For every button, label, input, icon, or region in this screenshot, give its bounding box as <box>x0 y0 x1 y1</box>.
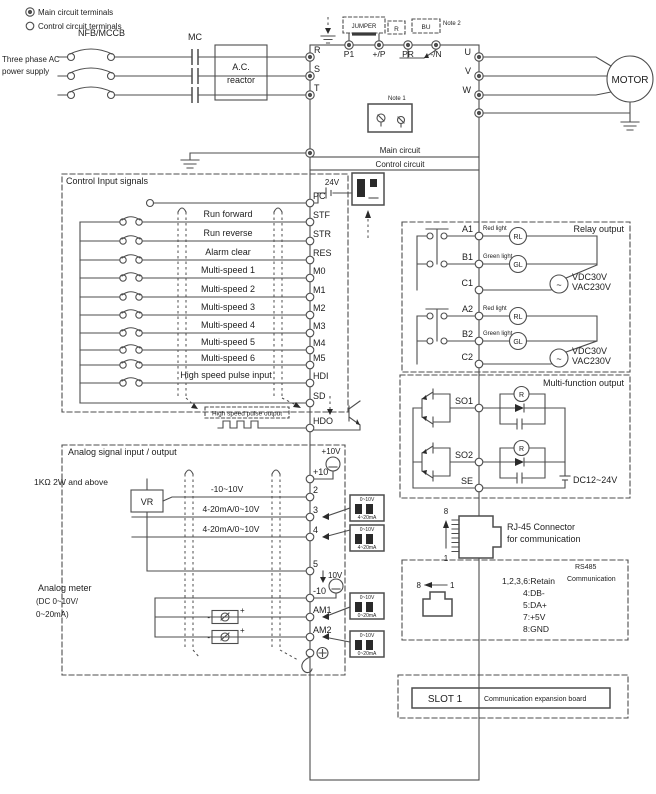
terminal-am2-label: AM2 <box>313 625 332 635</box>
relay-output-section <box>402 222 630 372</box>
row-label-hdi: High speed pulse input <box>180 370 272 380</box>
green-light-label-2: Green light <box>483 331 513 337</box>
supply-breaker-phase3 <box>68 87 115 99</box>
relay-volt1-1: VDC30V <box>572 272 608 282</box>
relay-title: Relay output <box>573 224 624 234</box>
ac-reactor-box <box>215 45 267 100</box>
rl-lamp-1-label: RL <box>513 234 523 241</box>
rs485-pin-map-1: 4:DB- <box>523 588 545 598</box>
terminal-pr-label: PR <box>402 49 414 59</box>
rs485-pin-map-2: 5:DA+ <box>523 600 547 610</box>
meter-sub2: 0~20mA) <box>36 610 69 619</box>
gl-lamp-2-label: GL <box>513 339 523 346</box>
slot-name: SLOT 1 <box>427 694 463 705</box>
relay-group-2 <box>417 304 611 368</box>
rs485-title-2: Communication <box>567 576 616 583</box>
terminal-so1 <box>475 404 483 412</box>
legend-main-label: Main circuit terminals <box>38 8 114 17</box>
range3-label: 4-20mA/0~10V <box>202 504 260 514</box>
input-row-str <box>80 228 332 245</box>
rs485-pin-map-4: 8:GND <box>523 624 549 634</box>
terminal-c1-label: C1 <box>461 278 473 288</box>
am2-minus: - <box>207 633 210 642</box>
brake-unit-label: BU <box>421 24 431 31</box>
main-circuit-section <box>181 17 653 170</box>
row-label-stf: Run forward <box>203 209 253 219</box>
red-light-label-2: Red light <box>483 306 507 312</box>
terminal-minus-n-label: -/N <box>430 49 442 59</box>
control-inputs-title: Control Input signals <box>66 176 149 186</box>
rl-lamp-2-label: RL <box>513 314 523 321</box>
terminal-str-label: STR <box>313 229 331 239</box>
terminal-analog-ground <box>306 649 314 657</box>
input-row-m4 <box>80 337 326 354</box>
main-ground-symbol <box>181 160 199 168</box>
terminal-3-label: 3 <box>313 505 319 515</box>
input-row-res <box>80 247 332 264</box>
row-label-m2: Multi-speed 3 <box>200 302 256 312</box>
am2-jumper-top: 0~10V <box>359 633 375 639</box>
terminal-s <box>306 72 314 80</box>
terminal-main-ground-right <box>475 109 483 117</box>
multifunction-title: Multi-function output <box>542 378 624 388</box>
terminal-plus-p-label: +/P <box>372 49 386 59</box>
range2-label: -10~10V <box>210 484 244 494</box>
rs485-title-1: RS485 <box>575 564 597 571</box>
note1-label: Note 1 <box>388 96 406 102</box>
relay-source-1-symbol: ~ <box>556 280 562 290</box>
am2-plus: + <box>240 626 245 635</box>
terminal-hdo-label: HDO <box>313 416 333 426</box>
vr-label: VR <box>140 497 154 507</box>
terminal-m1-label: M1 <box>313 285 326 295</box>
in3-jumper-bot: 4~20mA <box>357 515 377 521</box>
terminal-u <box>475 53 483 61</box>
nfb-label: NFB/MCCB <box>78 28 125 38</box>
rs485-pin-map-0: 1,2,3,6:Retain <box>502 576 555 586</box>
terminal-5-label: 5 <box>313 559 319 569</box>
so1-internal-circuit <box>413 389 475 427</box>
supply-breaker-phase2 <box>68 68 115 80</box>
am1-jumper-bot: 0~20mA <box>357 613 377 619</box>
terminal-t-label: T <box>314 83 320 93</box>
control-circuit-section <box>310 160 479 780</box>
terminal-minus10-label: -10 <box>313 586 327 596</box>
so1-relay-coil-label: R <box>518 392 525 399</box>
control-inputs-section <box>62 173 384 432</box>
analog-meter-am1 <box>207 606 245 624</box>
in4-jumper-top: 0~10V <box>359 527 375 533</box>
rs485-jack-icon <box>423 592 452 616</box>
terminal-b2-label: B2 <box>461 329 473 339</box>
supply-section <box>2 28 306 103</box>
terminal-p1 <box>345 41 353 49</box>
so2-relay-coil-label: R <box>518 446 525 453</box>
terminal-a2-label: A2 <box>461 304 473 314</box>
terminal-w <box>475 91 483 99</box>
terminal-am1-label: AM1 <box>313 605 332 615</box>
multifunction-section <box>400 375 630 498</box>
rs485-section <box>402 560 628 640</box>
terminal-m0-label: M0 <box>313 266 326 276</box>
so2-snubber-loop <box>483 441 565 484</box>
input-row-m2 <box>80 302 326 319</box>
input-row-m1 <box>80 284 326 301</box>
row-label-res: Alarm clear <box>205 247 251 257</box>
gl-lamp-1-label: GL <box>513 262 523 269</box>
mc-contacts <box>192 49 198 103</box>
input-row-stf <box>80 209 331 226</box>
dc-supply-label: DC12~24V <box>573 475 618 485</box>
in3-jumper-top: 0~10V <box>359 497 375 503</box>
terminal-c1 <box>475 286 483 294</box>
input-row-m5 <box>80 353 326 369</box>
terminal-m3-label: M3 <box>313 321 326 331</box>
input3-jumper-block <box>322 495 384 521</box>
rs485-pin8-label: 8 <box>416 581 421 590</box>
input4-jumper-block <box>322 525 384 551</box>
terminal-plus-p <box>375 41 383 49</box>
terminal-stf-label: STF <box>313 210 330 220</box>
terminal-b2 <box>475 337 483 345</box>
terminal-u-label: U <box>464 47 471 57</box>
row-label-m1: Multi-speed 2 <box>200 284 256 294</box>
terminal-se-label: SE <box>460 476 473 486</box>
supply-label-1: Three phase AC <box>2 55 60 64</box>
am1-minus: - <box>207 613 210 622</box>
terminal-v <box>475 72 483 80</box>
rj45-text-2: for communication <box>507 534 581 544</box>
green-light-label-1: Green light <box>483 254 513 260</box>
supply-24v-label: 24V <box>324 178 340 187</box>
terminal-pr <box>404 41 412 49</box>
note2-label: Note 2 <box>443 21 461 27</box>
rs485-pin-map-3: 7:+5V <box>523 612 546 622</box>
mc-label: MC <box>188 32 202 42</box>
row-label-m0: Multi-speed 1 <box>200 265 256 275</box>
jumper-label: JUMPER <box>351 24 377 30</box>
slot-desc: Communication expansion board <box>484 696 587 703</box>
plus10v-label: +10V <box>321 447 341 456</box>
input-row-hdi <box>80 370 329 387</box>
meter-label: Analog meter <box>38 583 92 593</box>
terminal-a2 <box>475 312 483 320</box>
legend-control-label: Control circuit terminals <box>38 22 122 31</box>
am1-plus: + <box>240 606 245 615</box>
terminal-so2 <box>475 458 483 466</box>
terminal-plus10-label: +10 <box>313 467 329 477</box>
rj45-pin1-label: 1 <box>443 554 449 563</box>
pulse-output-label: High speed pulse output <box>211 410 283 418</box>
rj45-pin8-label: 8 <box>443 507 449 516</box>
terminal-c2-label: C2 <box>461 352 473 362</box>
analog-section <box>34 445 384 675</box>
reactor-label-2: reactor <box>226 75 256 85</box>
src10v-label: 10V <box>328 571 343 580</box>
meter-sub1: (DC 0~10V/ <box>36 597 79 606</box>
pulse-waveform <box>218 421 306 428</box>
control-terminal-icon <box>26 22 34 30</box>
terminal-m2-label: M2 <box>313 303 326 313</box>
terminal-m4-label: M4 <box>313 338 326 348</box>
relay-group-1 <box>417 224 611 294</box>
reactor-label-1: A.C. <box>232 62 250 72</box>
terminal-r-label: R <box>314 45 321 55</box>
relay-source-2-symbol: ~ <box>556 354 562 364</box>
relay-volt1-2: VDC30V <box>572 346 608 356</box>
row-label-m5: Multi-speed 6 <box>200 353 256 363</box>
rj45-jack-icon <box>459 516 501 558</box>
terminal-a1-label: A1 <box>461 224 473 234</box>
terminal-so2-label: SO2 <box>454 450 473 460</box>
terminal-c2 <box>475 360 483 368</box>
motor-label: MOTOR <box>611 75 649 86</box>
control-circuit-label: Control circuit <box>375 160 425 169</box>
terminal-main-ground-left <box>306 149 314 157</box>
relay-volt2-1: VAC230V <box>572 282 611 292</box>
terminal-res-label: RES <box>313 248 332 258</box>
pc-wire-terminal <box>147 200 154 207</box>
range4-label: 4-20mA/0~10V <box>202 524 260 534</box>
terminal-a1 <box>475 232 483 240</box>
row-label-m3: Multi-speed 4 <box>200 320 256 330</box>
terminal-b1 <box>475 260 483 268</box>
terminal-pc-label: PC <box>313 191 326 201</box>
ground-symbol-top <box>321 36 335 43</box>
rs485-pin1-label: 1 <box>450 581 455 590</box>
terminal-so1-label: SO1 <box>454 396 473 406</box>
terminal-m5-label: M5 <box>313 353 326 363</box>
rj45-section <box>443 507 581 563</box>
terminal-v-label: V <box>464 66 471 76</box>
so1-snubber-loop <box>483 387 565 430</box>
in4-jumper-bot: 4~20mA <box>357 545 377 551</box>
terminal-p1-label: P1 <box>343 49 355 59</box>
slot-section <box>398 675 628 718</box>
terminal-4-label: 4 <box>313 525 319 535</box>
terminal-s-label: S <box>314 64 321 74</box>
emc-filter-box <box>368 104 412 132</box>
analog-title: Analog signal input / output <box>68 447 177 457</box>
terminal-t <box>306 91 314 99</box>
red-light-label-1: Red light <box>483 226 507 232</box>
rj45-text-1: RJ-45 Connector <box>507 522 576 532</box>
terminal-minus-n <box>432 41 440 49</box>
brake-resistor-label: R <box>394 26 399 33</box>
supply-breaker-phase1 <box>68 49 115 61</box>
row-label-str: Run reverse <box>203 228 253 238</box>
relay-volt2-2: VAC230V <box>572 356 611 366</box>
terminal-hdi-label: HDI <box>313 371 329 381</box>
terminal-r <box>306 53 314 61</box>
main-circuit-label: Main circuit <box>379 146 421 155</box>
terminal-se <box>475 484 483 492</box>
sink-source-jumper-block <box>352 173 384 205</box>
input-row-m0 <box>80 265 326 282</box>
terminal-sd-label: SD <box>313 391 326 401</box>
terminal-2-label: 2 <box>313 485 319 495</box>
terminal-b1-label: B1 <box>461 252 473 262</box>
main-terminal-icon <box>26 8 34 16</box>
am1-jumper-top: 0~10V <box>359 595 375 601</box>
input-row-m3 <box>80 320 326 337</box>
pot-label: 1KΩ 2W and above <box>34 477 108 487</box>
analog-meter-am2 <box>207 626 245 644</box>
motor-ground-symbol <box>621 122 639 130</box>
minus10v-source-icon <box>329 579 343 593</box>
supply-label-2: power supply <box>2 67 50 76</box>
row-label-m4: Multi-speed 5 <box>200 337 256 347</box>
terminal-w-label: W <box>462 85 471 95</box>
am2-jumper-bot: 0~20mA <box>357 651 377 657</box>
